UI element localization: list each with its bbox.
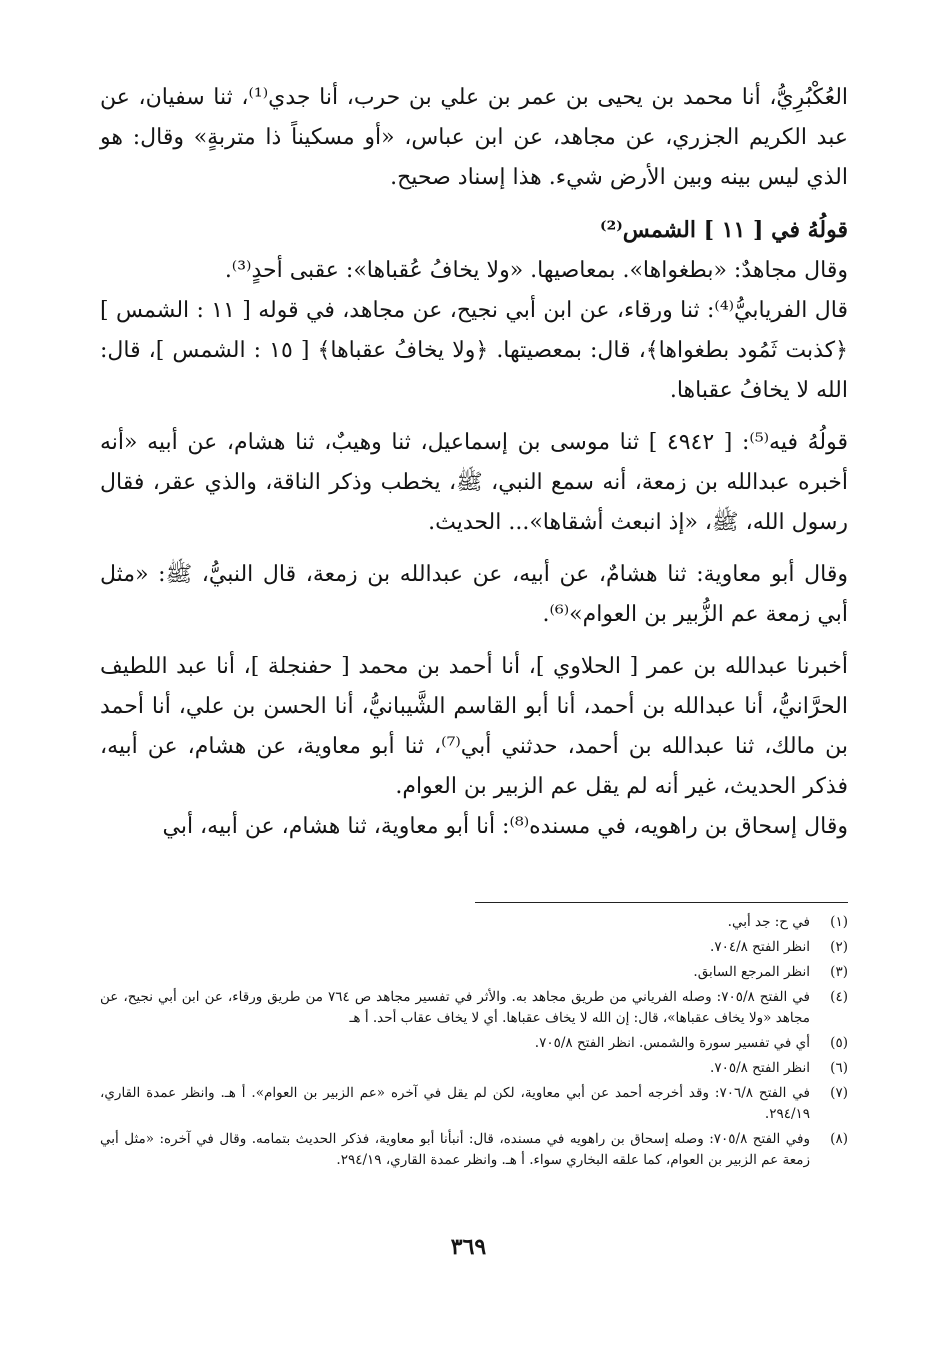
paragraph-mujahid: وقال مجاهدٌ: «بطغواها». بمعاصيها. «ولا يخافُ عُقباها»: عقبى أحدٍ⁽³⁾. bbox=[224, 258, 848, 283]
page-number: ٣٦٩ bbox=[450, 1234, 487, 1260]
footnote-number: (٧) bbox=[830, 1085, 848, 1101]
footnote-separator bbox=[475, 902, 848, 903]
footnote-number: (٥) bbox=[830, 1035, 848, 1051]
footnote-text: وفي الفتح ٧٠٥/٨: وصله إسحاق بن راهويه في مسنده، قال: أنبأنا أبو معاوية، فذكر الحديث بتمامه. وقال في آخره: «مثل أبي زمعة عم الزبير بن العوام، كما علقه البخاري سواء. أ هـ. وانظر عمدة القاري، ٢٩٤/١٩. bbox=[100, 1131, 810, 1168]
footnote-number: (٦) bbox=[830, 1060, 848, 1076]
footnote-text: انظر المرجع السابق. bbox=[693, 964, 810, 980]
paragraph-firyabi: قال الفريابيُّ⁽⁴⁾: ثنا ورقاء، عن ابن أبي نجيح، عن مجاهد، في قوله [ ١١ : الشمس ] ﴿كذبت ثَمُود بطغواها﴾، قال: بمعصيتها. ﴿ولا يخافُ عقباها﴾ [ ١٥ : الشمس ]، قال: الله لا يخافُ عقباها. bbox=[100, 298, 848, 403]
footnotes bbox=[100, 912, 848, 1175]
paragraph-ishaq: وقال إسحاق بن راهويه، في مسنده⁽⁸⁾: أنا أبو معاوية، ثنا هشام، عن أبيه، أبي bbox=[162, 814, 848, 839]
footnote-number: (٢) bbox=[830, 939, 848, 955]
footnote-text: في ح: جد أبي. bbox=[727, 914, 810, 930]
footnote bbox=[100, 1129, 848, 1171]
heading-text: قولُهُ في [ ١١ ] الشمس⁽²⁾ bbox=[600, 217, 848, 243]
paragraph-isnad: أخبرنا عبدالله بن عمر [ الحلاوي ]، أنا أحمد بن محمد [ حفنجلة ]، أنا عبد اللطيف الحرَّانيُّ، أنا عبدالله بن أحمد، أنا أبو القاسم الشَّيبانيُّ، أنا الحسن بن علي، أنا أحمد بن مالك، ثنا عبدالله بن أحمد، حدثني أبي⁽⁷⁾، ثنا أبو معاوية، عن هشام، عن أبيه، فذكر الحديث، غير أنه لم يقل عم الزبير بن العوام. bbox=[100, 654, 849, 799]
footnote bbox=[100, 912, 848, 933]
footnote bbox=[100, 937, 848, 958]
footnote-number: (١) bbox=[830, 914, 848, 930]
footnote-text: في الفتح ٧٠٦/٨: وقد أخرجه أحمد عن أبي معاوية، لكن لم يقل في آخره «عم الزبير بن العوام». أ هـ. وانظر عمدة القاري، ٢٩٤/١٩. bbox=[100, 1085, 810, 1122]
paragraph-1: العُكْبُرِيُّ، أنا محمد بن يحيى بن عمر بن علي بن حرب، أنا جدي⁽¹⁾، ثنا سفيان، عن عبد الكريم الجزري، عن مجاهد، عن ابن عباس، «أو مسكيناً ذا متربةٍ» وقال: هو الذي ليس بينه وبين الأرض شيء. هذا إسناد صحيح. bbox=[100, 85, 849, 190]
footnote-number: (٨) bbox=[830, 1131, 848, 1147]
footnote bbox=[100, 1033, 848, 1054]
footnote-text: أي في تفسير سورة والشمس. انظر الفتح ٧٠٥/٨. bbox=[534, 1035, 810, 1051]
footnote-number: (٣) bbox=[830, 964, 848, 980]
footnote bbox=[100, 987, 848, 1029]
footnote bbox=[100, 962, 848, 983]
paragraph-abu-muawiya: وقال أبو معاوية: ثنا هشامٌ، عن أبيه، عن عبدالله بن زمعة، قال النبيُّ، ﷺ: «مثل أبي زمعة عم الزُّبير بن العوام»⁽⁶⁾. bbox=[100, 562, 848, 627]
footnote-text: في الفتح ٧٠٥/٨: وصله الفرياني من طريق مجاهد به. والأثر في تفسير مجاهد ص ٧٦٤ من طريق ورقاء، عن ابن أبي نجيح، عن مجاهد «ولا يخاف عقباها»، قال: إن الله لا يخاف عقباها. أي لا يخاف عقاب أحد. أ هـ bbox=[100, 989, 810, 1026]
footnote bbox=[100, 1058, 848, 1079]
footnote-text: انظر الفتح ٧٠٤/٨. bbox=[710, 939, 810, 955]
footnote-number: (٤) bbox=[830, 989, 848, 1005]
section-heading-1 bbox=[100, 210, 848, 251]
main-text bbox=[100, 78, 848, 847]
footnote bbox=[100, 1083, 848, 1125]
footnote-text: انظر الفتح ٧٠٥/٨. bbox=[710, 1060, 810, 1076]
paragraph-hadith-4942: قولُهُ فيه⁽⁵⁾: [ ٤٩٤٢ ] ثنا موسى بن إسماعيل، ثنا وهيبٌ، ثنا هشام، عن أبيه «أنه أخبره عبدالله بن زمعة، أنه سمع النبي، ﷺ، يخطب وذكر الناقة، والذي عقر، فقال رسول الله، ﷺ، «إذ انبعث أشقاها»... الحديث. bbox=[100, 430, 849, 535]
